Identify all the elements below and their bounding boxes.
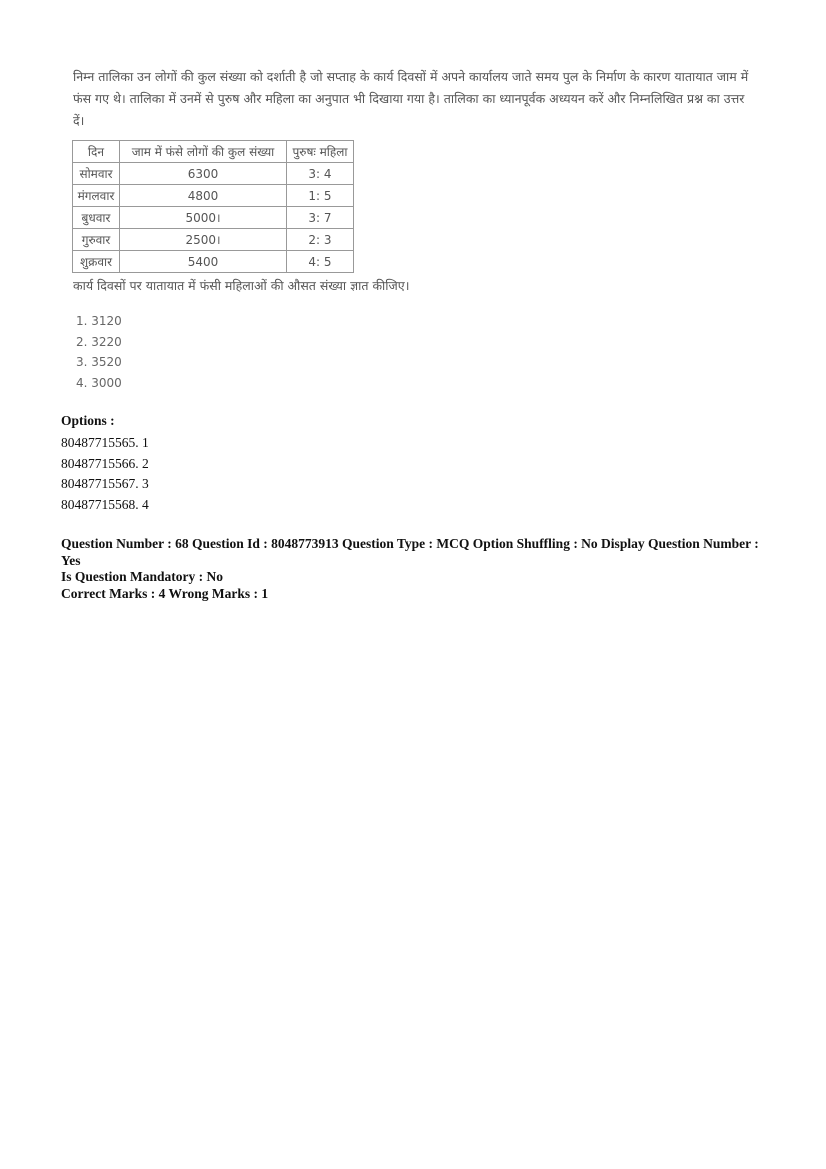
cell-ratio: 2: 3 <box>287 229 354 251</box>
meta-line: Correct Marks : 4 Wrong Marks : 1 <box>61 585 269 601</box>
question-prompt: कार्य दिवसों पर यातायात में फंसी महिलाओं की औसत संख्या ज्ञात कीजिए। <box>73 278 410 293</box>
table-row <box>73 163 354 185</box>
option-id: 80487715567. 3 <box>61 476 149 491</box>
option-id: 80487715568. 4 <box>61 496 149 512</box>
header-ratio: पुरुषः महिला <box>287 141 354 163</box>
cell-day: सोमवार <box>73 163 120 185</box>
choice-1: 1. 3120 <box>76 314 122 328</box>
header-day: दिन <box>73 141 120 163</box>
cell-total: 6300 <box>120 163 287 185</box>
cell-ratio: 1: 5 <box>287 185 354 207</box>
option-id: 80487715565. 1 <box>61 435 149 450</box>
question-meta <box>61 536 781 602</box>
option-id-list <box>61 433 149 515</box>
header-total: जाम में फंसे लोगों की कुल संख्या <box>120 141 287 163</box>
meta-line: Is Question Mandatory : No <box>61 569 224 584</box>
choice-2: 2. 3220 <box>76 334 122 349</box>
data-table <box>72 140 354 273</box>
options-label: Options : <box>61 413 115 428</box>
answer-choices <box>76 311 122 393</box>
option-id: 80487715566. 2 <box>61 455 149 471</box>
choice-4: 4. 3000 <box>76 375 122 390</box>
cell-total: 5400 <box>120 251 287 273</box>
cell-total: 5000। <box>120 207 287 229</box>
table-row <box>73 207 354 229</box>
table-row <box>73 185 354 207</box>
table-header-row <box>73 141 354 163</box>
choice-3: 3. 3520 <box>76 355 122 369</box>
cell-total: 4800 <box>120 185 287 207</box>
cell-ratio: 3: 4 <box>287 163 354 185</box>
cell-ratio: 3: 7 <box>287 207 354 229</box>
question-text: निम्न तालिका उन लोगों की कुल संख्या को दर्शाती है जो सप्ताह के कार्य दिवसों में अपने कार्यालय जाते समय पुल के निर्माण के कारण यातायात जाम में फंस गए थे। तालिका में उनमें से पुरुष और महिला का अनुपात भी दिखाया गया है। तालिका का ध्यानपूर्वक अध्ययन करें और निम्नलिखित प्रश्न का उत्तर दें। <box>73 69 749 128</box>
cell-day: बुधवार <box>73 207 120 229</box>
table-row <box>73 229 354 251</box>
cell-day: मंगलवार <box>73 185 120 207</box>
cell-ratio: 4: 5 <box>287 251 354 273</box>
cell-day: गुरुवार <box>73 229 120 251</box>
table-row <box>73 251 354 273</box>
cell-total: 2500। <box>120 229 287 251</box>
cell-day: शुक्रवार <box>73 251 120 273</box>
meta-line: Question Number : 68 Question Id : 8048773913 Question Type : MCQ Option Shuffling : No Display Question Number : Yes <box>61 536 759 568</box>
